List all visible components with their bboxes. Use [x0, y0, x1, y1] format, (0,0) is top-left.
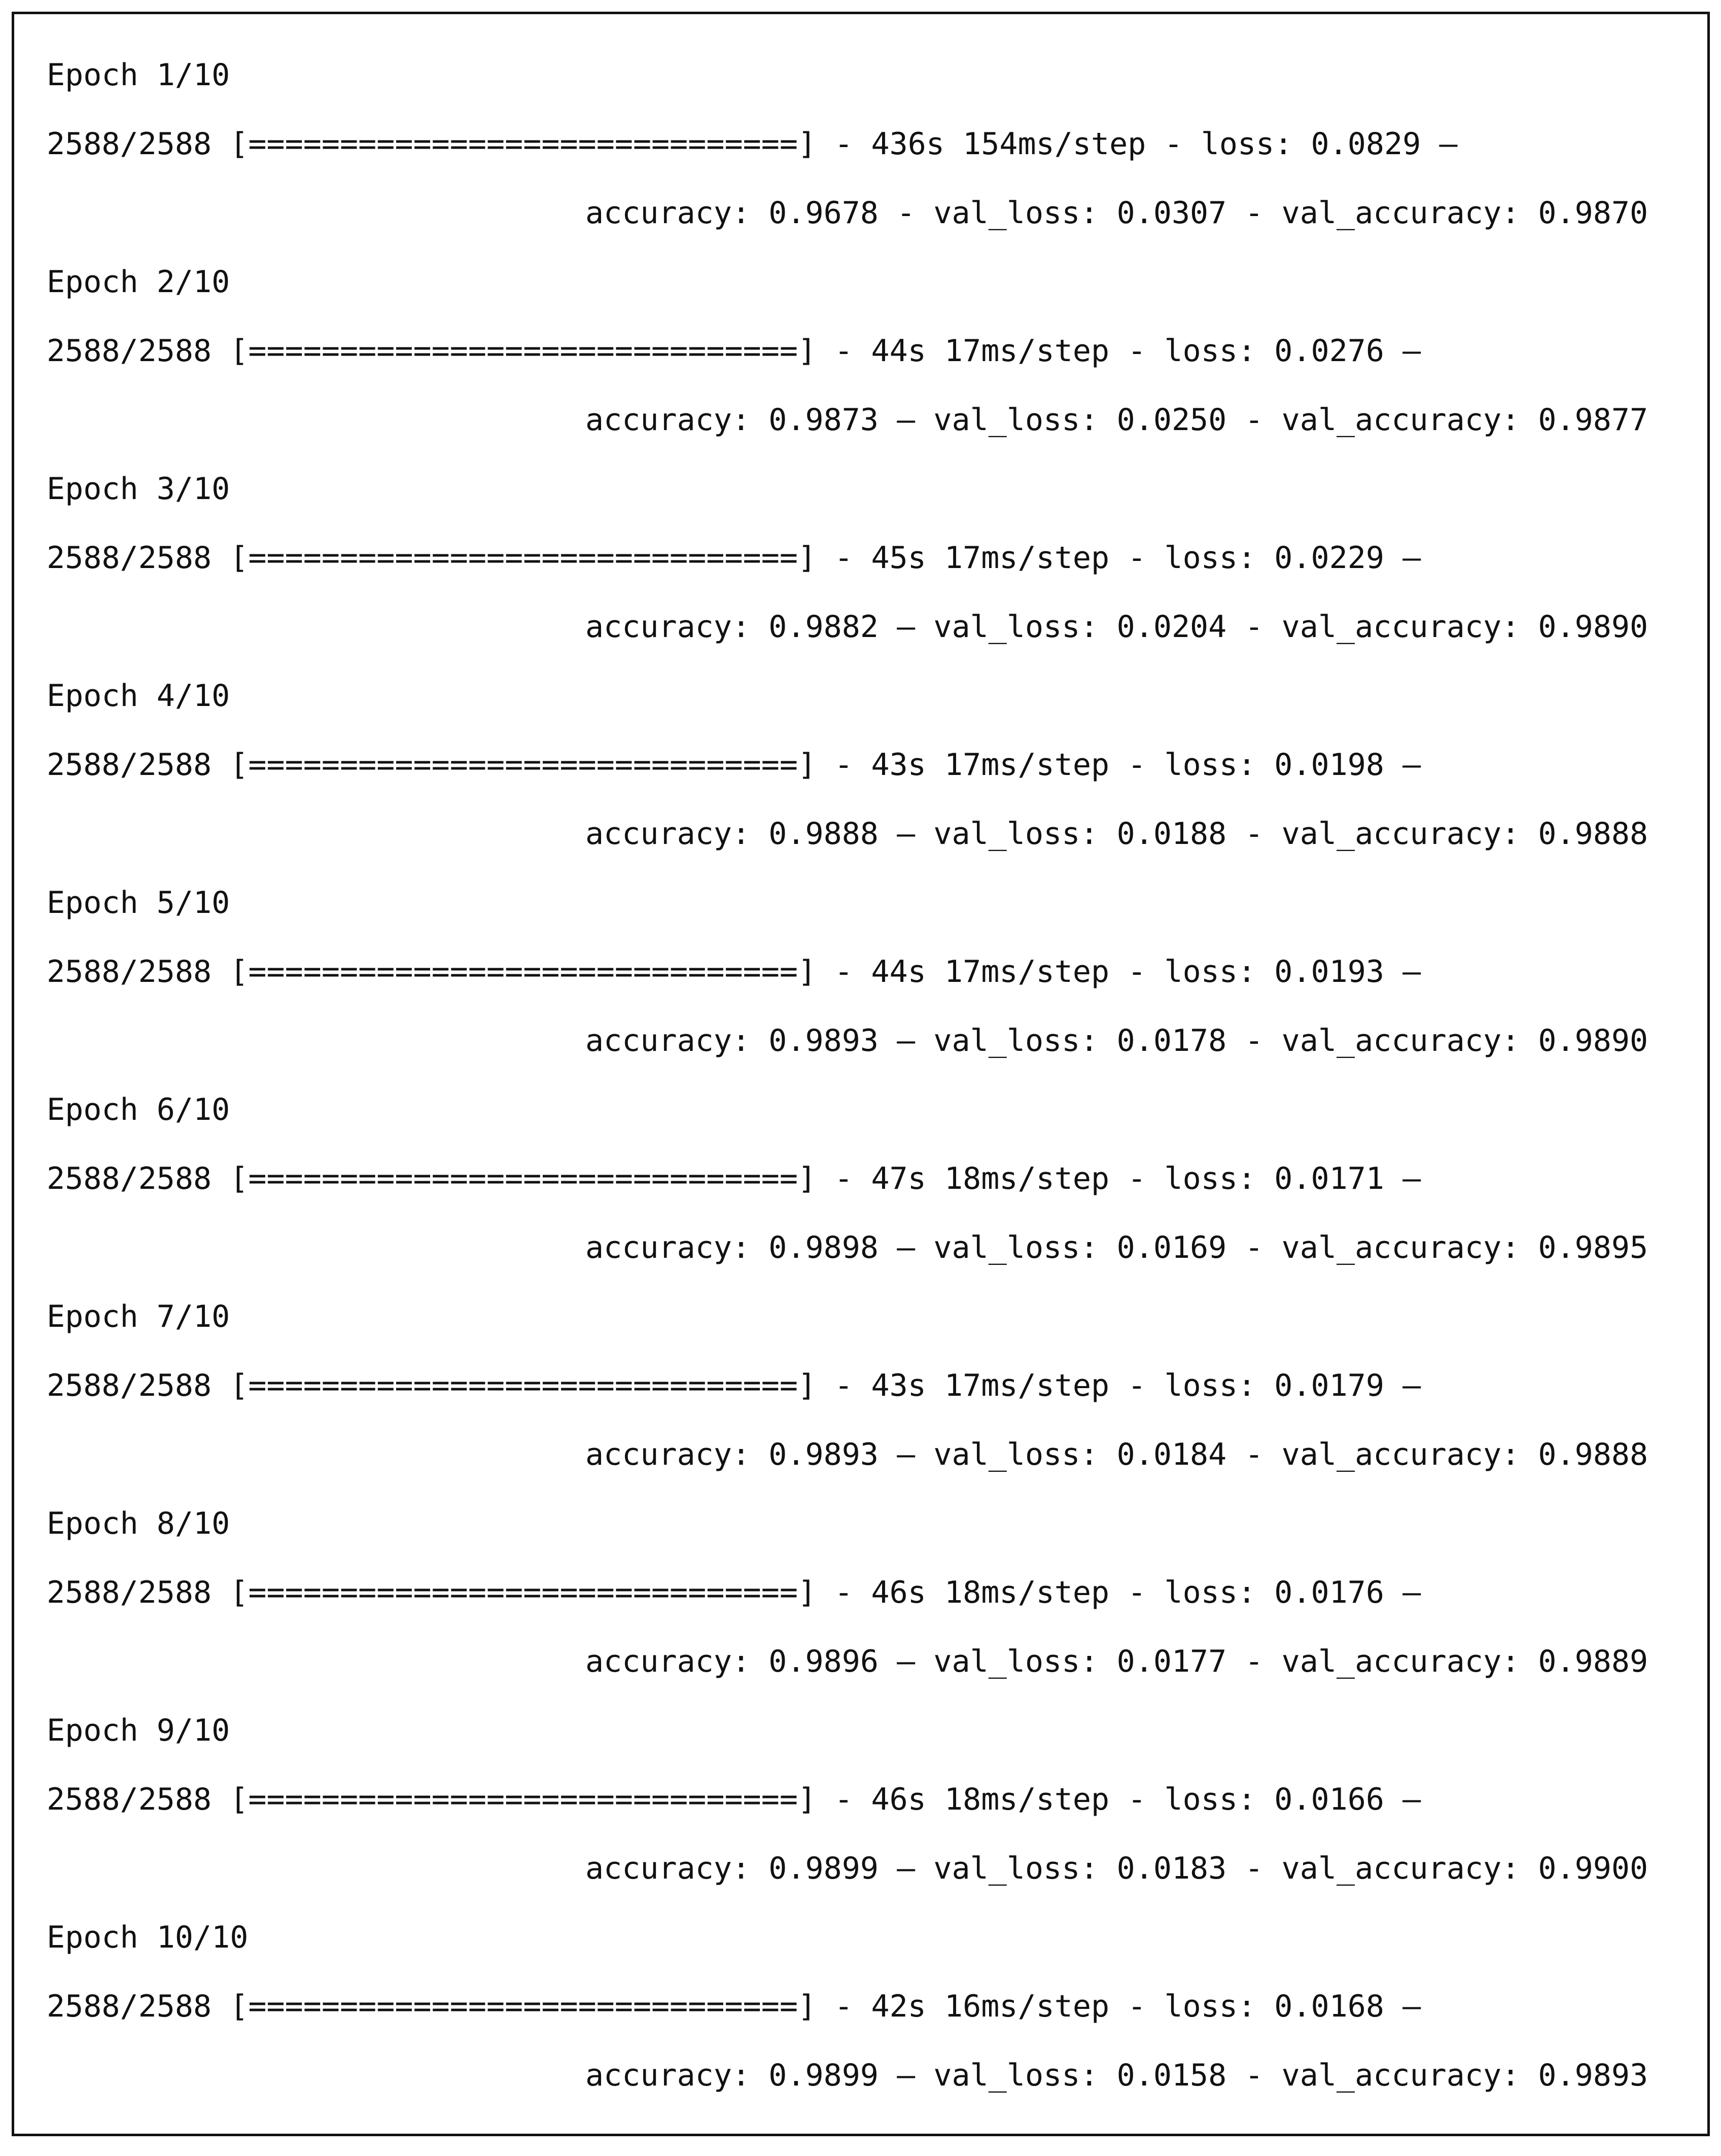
epoch-metrics-line: accuracy: 0.9873 – val_loss: 0.0250 - val_accuracy: 0.9877 [585, 402, 1648, 438]
epoch-progress-line: 2588/2588 [==============================] - 44s 17ms/step - loss: 0.0193 – [47, 954, 1421, 989]
epoch-metrics-line: accuracy: 0.9899 – val_loss: 0.0183 - val_accuracy: 0.9900 [585, 1851, 1648, 1886]
epoch-header: Epoch 3/10 [47, 471, 230, 507]
epoch-progress-line: 2588/2588 [==============================] - 43s 17ms/step - loss: 0.0198 – [47, 747, 1421, 783]
epoch-metrics-line: accuracy: 0.9888 – val_loss: 0.0188 - val_accuracy: 0.9888 [585, 816, 1648, 852]
epoch-header: Epoch 9/10 [47, 1713, 230, 1748]
epoch-progress-line: 2588/2588 [==============================] - 47s 18ms/step - loss: 0.0171 – [47, 1161, 1421, 1196]
epoch-header: Epoch 6/10 [47, 1092, 230, 1127]
training-log [14, 14, 1707, 2134]
epoch-metrics-line: accuracy: 0.9899 – val_loss: 0.0158 - val_accuracy: 0.9893 [585, 2058, 1648, 2093]
epoch-progress-line: 2588/2588 [==============================] - 436s 154ms/step - loss: 0.0829 – [47, 126, 1458, 162]
epoch-metrics-line: accuracy: 0.9893 – val_loss: 0.0178 - val_accuracy: 0.9890 [585, 1023, 1648, 1058]
epoch-progress-line: 2588/2588 [==============================] - 42s 16ms/step - loss: 0.0168 – [47, 1989, 1421, 2024]
epoch-progress-line: 2588/2588 [==============================] - 44s 17ms/step - loss: 0.0276 – [47, 333, 1421, 369]
epoch-progress-line: 2588/2588 [==============================] - 46s 18ms/step - loss: 0.0176 – [47, 1575, 1421, 1610]
epoch-metrics-line: accuracy: 0.9896 – val_loss: 0.0177 - val_accuracy: 0.9889 [585, 1644, 1648, 1679]
epoch-metrics-line: accuracy: 0.9678 - val_loss: 0.0307 - val_accuracy: 0.9870 [585, 195, 1648, 231]
training-log-panel [12, 12, 1710, 2136]
epoch-metrics-line: accuracy: 0.9898 – val_loss: 0.0169 - val_accuracy: 0.9895 [585, 1230, 1648, 1265]
epoch-metrics-line: accuracy: 0.9882 – val_loss: 0.0204 - val_accuracy: 0.9890 [585, 609, 1648, 645]
epoch-progress-line: 2588/2588 [==============================] - 43s 17ms/step - loss: 0.0179 – [47, 1368, 1421, 1403]
epoch-header: Epoch 1/10 [47, 57, 230, 93]
epoch-progress-line: 2588/2588 [==============================] - 45s 17ms/step - loss: 0.0229 – [47, 540, 1421, 576]
epoch-header: Epoch 2/10 [47, 264, 230, 300]
epoch-header: Epoch 5/10 [47, 885, 230, 921]
epoch-progress-line: 2588/2588 [==============================] - 46s 18ms/step - loss: 0.0166 – [47, 1782, 1421, 1817]
epoch-header: Epoch 7/10 [47, 1299, 230, 1334]
epoch-header: Epoch 10/10 [47, 1920, 249, 1955]
epoch-header: Epoch 8/10 [47, 1506, 230, 1541]
epoch-header: Epoch 4/10 [47, 678, 230, 714]
epoch-metrics-line: accuracy: 0.9893 – val_loss: 0.0184 - val_accuracy: 0.9888 [585, 1437, 1648, 1472]
